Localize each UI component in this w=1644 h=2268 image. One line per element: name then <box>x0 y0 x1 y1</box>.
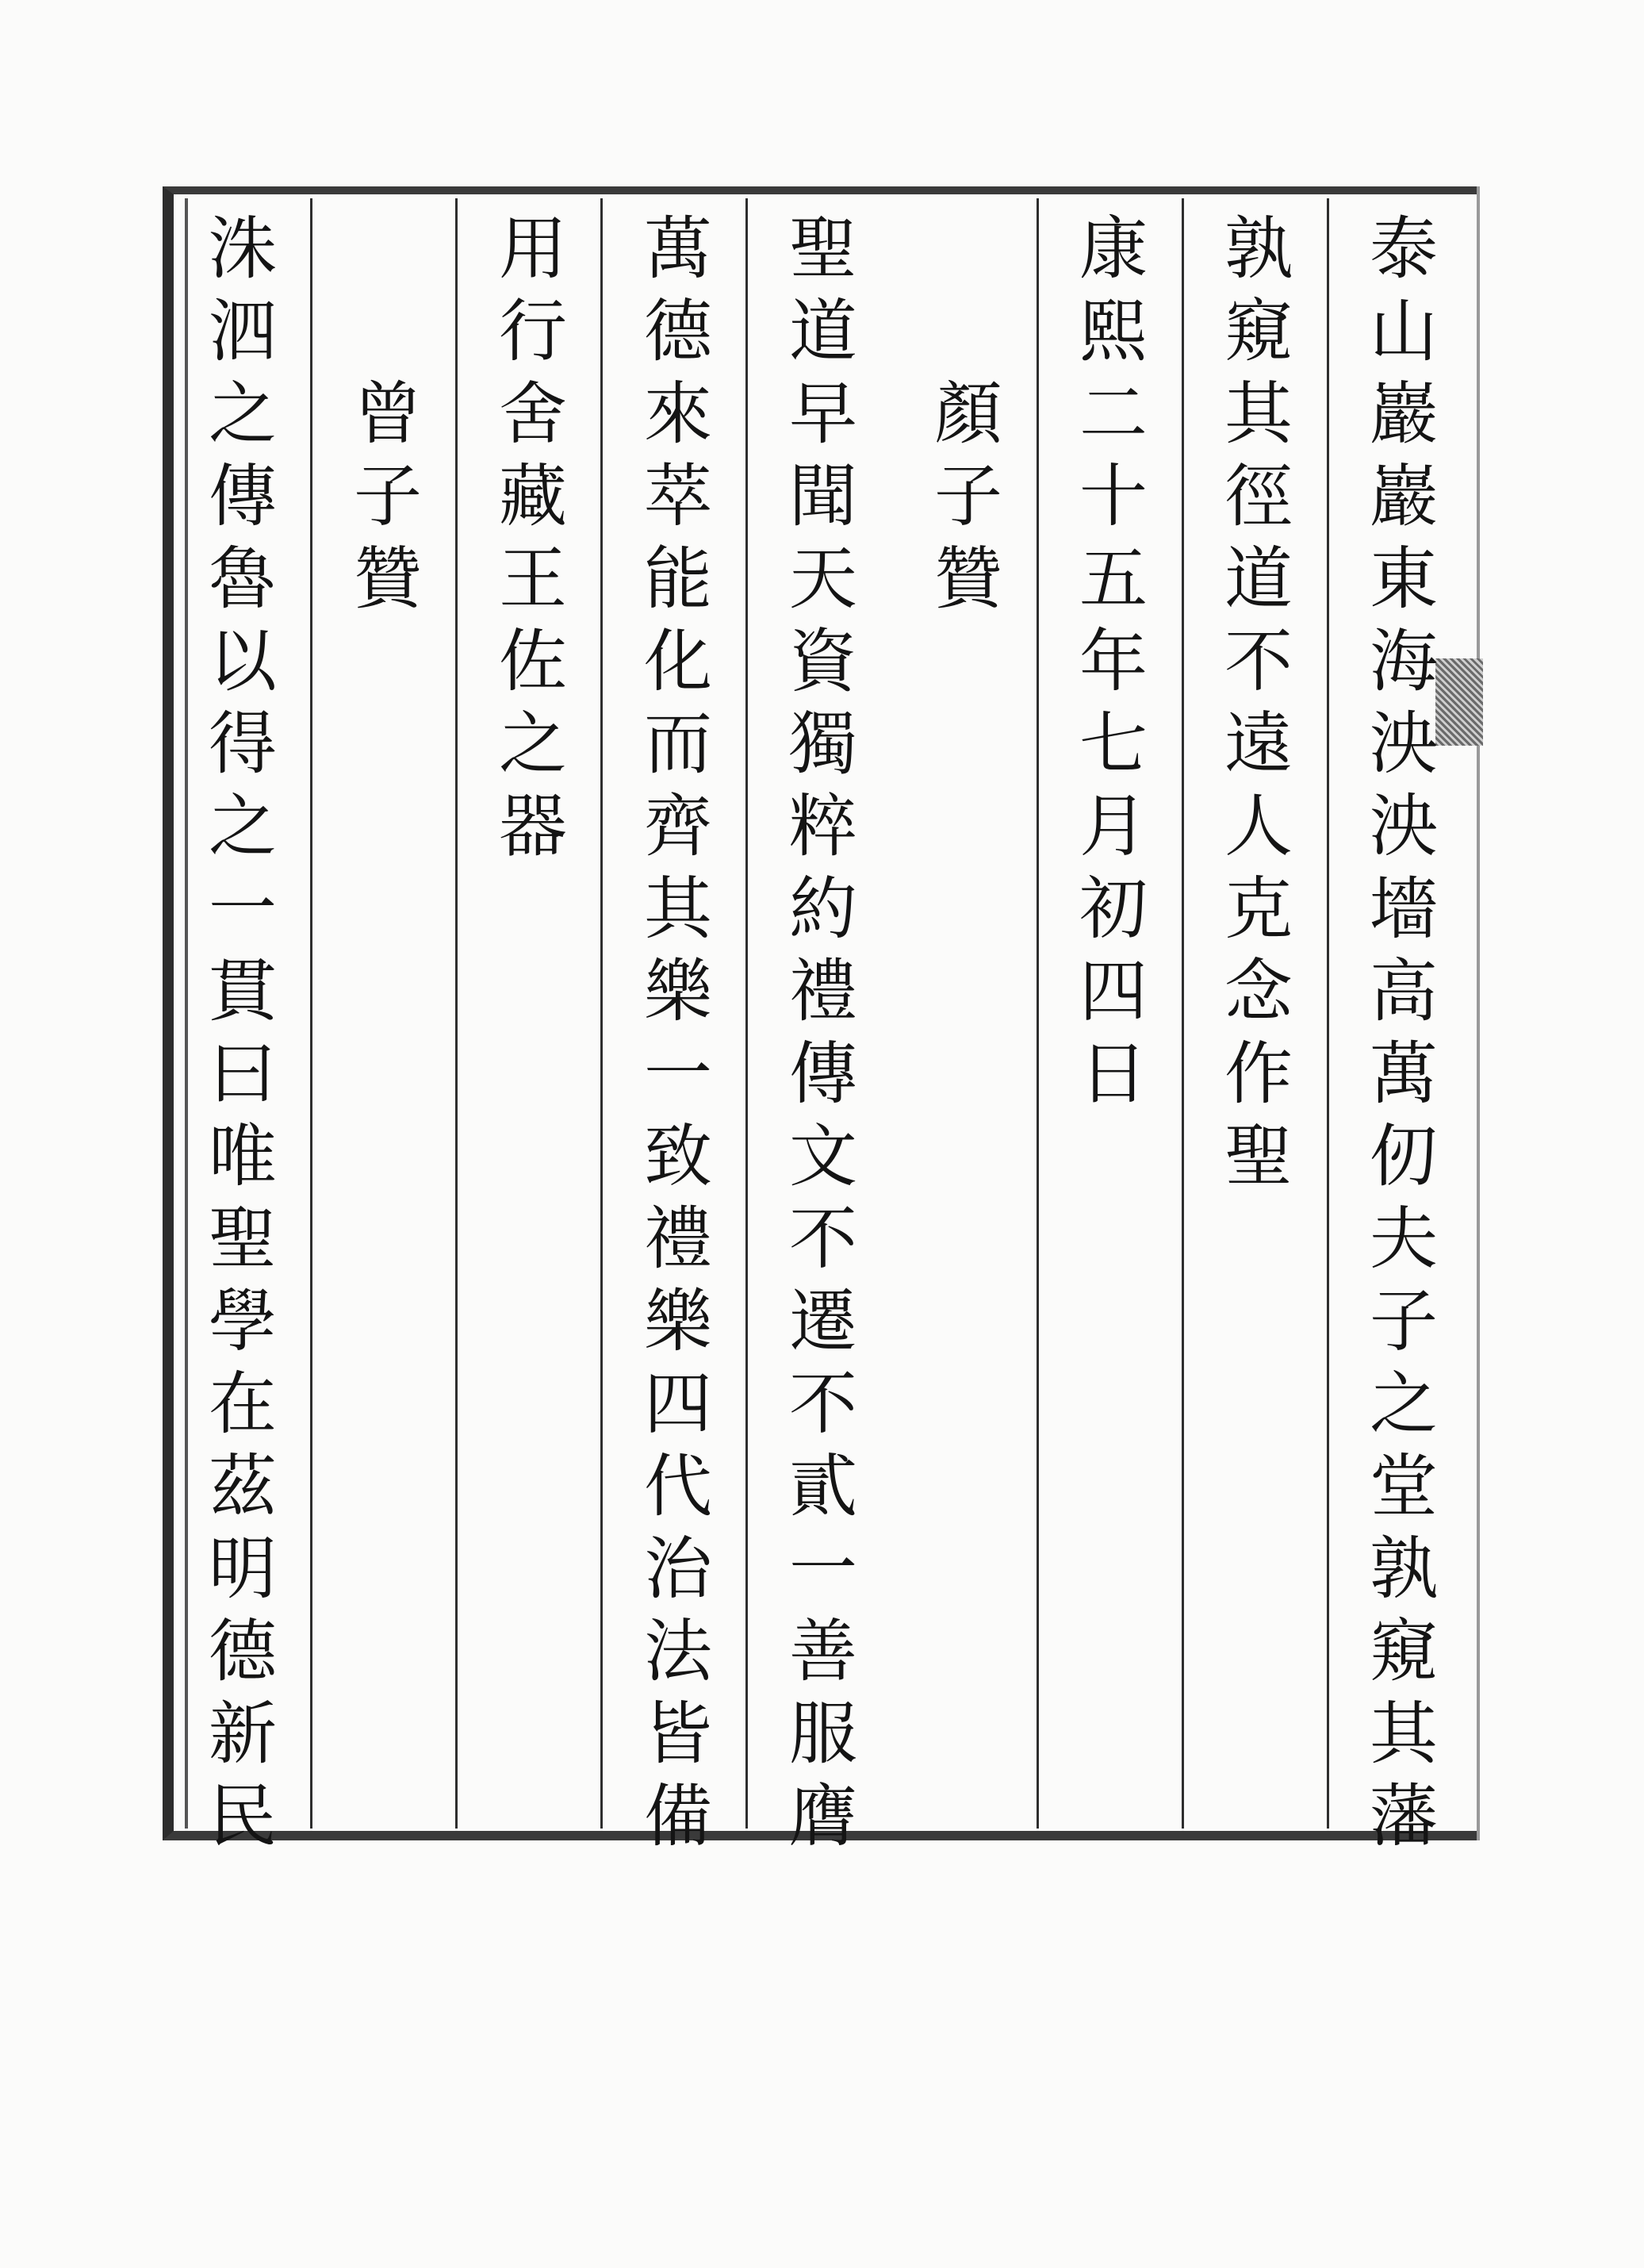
column-character: 器 <box>499 787 567 866</box>
column-character: 初 <box>1079 869 1148 949</box>
column-character: 代 <box>644 1447 712 1526</box>
column-character: 贊 <box>934 539 1002 619</box>
text-column <box>1195 208 1322 1198</box>
column-character: 仞 <box>1370 1117 1438 1196</box>
column-character: 樂 <box>644 1282 712 1361</box>
text-column <box>760 208 887 1858</box>
column-character: 堂 <box>1370 1447 1438 1526</box>
column-character: 治 <box>644 1529 712 1609</box>
column-character: 遠 <box>1224 704 1293 784</box>
column-divider <box>455 198 458 1829</box>
column-character: 行 <box>499 292 567 371</box>
column-character: 贊 <box>354 539 422 619</box>
column-character: 傳 <box>209 457 277 536</box>
column-character: 四 <box>644 1364 712 1444</box>
column-character: 新 <box>209 1694 277 1774</box>
column-character: 而 <box>644 704 712 784</box>
column-character: 洙 <box>209 209 277 289</box>
column-character: 康 <box>1079 209 1148 289</box>
indent-space <box>957 290 979 373</box>
column-character: 舍 <box>499 374 567 454</box>
column-character: 約 <box>789 869 857 949</box>
column-character: 致 <box>644 1117 712 1196</box>
column-character: 聖 <box>1224 1117 1293 1196</box>
column-character: 文 <box>789 1117 857 1196</box>
column-character: 德 <box>209 1612 277 1691</box>
column-character: 唯 <box>209 1117 277 1196</box>
column-character: 化 <box>644 622 712 701</box>
column-character: 早 <box>789 374 857 454</box>
column-character: 泱 <box>1370 704 1438 784</box>
column-character: 泱 <box>1370 787 1438 866</box>
column-character: 道 <box>789 292 857 371</box>
column-character: 巖 <box>1370 374 1438 454</box>
column-character: 以 <box>209 622 277 701</box>
column-character: 茲 <box>209 1447 277 1526</box>
column-character: 獨 <box>789 704 857 784</box>
column-character: 子 <box>934 457 1002 536</box>
column-character: 東 <box>1370 539 1438 619</box>
column-character: 粹 <box>789 787 857 866</box>
column-character: 藏 <box>499 457 567 536</box>
column-divider <box>745 198 748 1829</box>
column-character: 傳 <box>789 1034 857 1114</box>
column-character: 窺 <box>1224 292 1293 371</box>
column-character: 子 <box>1370 1282 1438 1361</box>
text-column <box>1050 208 1177 1115</box>
column-character: 墻 <box>1370 869 1438 949</box>
text-column <box>615 208 742 1858</box>
column-character: 能 <box>644 539 712 619</box>
column-character: 不 <box>1224 622 1293 701</box>
column-character: 明 <box>209 1529 277 1609</box>
column-character: 得 <box>209 704 277 784</box>
column-character: 泰 <box>1370 209 1438 289</box>
text-column <box>1340 208 1467 1858</box>
column-character: 法 <box>644 1612 712 1691</box>
column-character: 四 <box>1079 952 1148 1031</box>
column-character: 道 <box>1224 539 1293 619</box>
column-character: 之 <box>209 787 277 866</box>
column-character: 高 <box>1370 952 1438 1031</box>
column-character: 民 <box>209 1777 277 1856</box>
column-character: 日 <box>1079 1034 1148 1114</box>
column-character: 聖 <box>789 209 857 289</box>
column-character: 王 <box>499 539 567 619</box>
column-character: 備 <box>644 1777 712 1856</box>
column-character: 萬 <box>644 209 712 289</box>
column-character: 山 <box>1370 292 1438 371</box>
column-character: 二 <box>1079 374 1148 454</box>
column-divider <box>310 198 312 1829</box>
column-character: 克 <box>1224 869 1293 949</box>
fold-edge <box>1477 186 1480 1840</box>
text-column <box>324 208 451 620</box>
column-character: 之 <box>209 374 277 454</box>
column-character: 來 <box>644 374 712 454</box>
column-character: 孰 <box>1370 1529 1438 1609</box>
column-character: 顏 <box>934 374 1002 454</box>
indent-space <box>377 290 398 373</box>
column-character: 佐 <box>499 622 567 701</box>
column-character: 十 <box>1079 457 1148 536</box>
column-character: 徑 <box>1224 457 1293 536</box>
column-character: 膺 <box>789 1777 857 1856</box>
column-character: 用 <box>499 209 567 289</box>
column-character: 萬 <box>1370 1034 1438 1114</box>
column-character: 萃 <box>644 457 712 536</box>
column-character: 人 <box>1224 787 1293 866</box>
column-character: 天 <box>789 539 857 619</box>
indent-space <box>377 208 398 290</box>
column-character: 禮 <box>789 952 857 1031</box>
column-character: 五 <box>1079 539 1148 619</box>
column-character: 齊 <box>644 787 712 866</box>
column-character: 巖 <box>1370 457 1438 536</box>
column-character: 年 <box>1079 622 1148 701</box>
column-character: 海 <box>1370 622 1438 701</box>
column-character: 作 <box>1224 1034 1293 1114</box>
column-character: 不 <box>789 1364 857 1444</box>
column-character: 其 <box>644 869 712 949</box>
column-character: 魯 <box>209 539 277 619</box>
column-divider <box>1182 198 1184 1829</box>
indent-space <box>957 208 979 290</box>
column-character: 貳 <box>789 1447 857 1526</box>
column-character: 資 <box>789 622 857 701</box>
text-column <box>469 208 596 868</box>
column-character: 七 <box>1079 704 1148 784</box>
column-character: 不 <box>789 1199 857 1279</box>
column-character: 曰 <box>209 1034 277 1114</box>
column-character: 貫 <box>209 952 277 1031</box>
column-character: 藩 <box>1370 1777 1438 1856</box>
column-character: 聖 <box>209 1199 277 1279</box>
column-character: 曾 <box>354 374 422 454</box>
column-character: 之 <box>1370 1364 1438 1444</box>
column-character: 之 <box>499 704 567 784</box>
column-character: 窺 <box>1370 1612 1438 1691</box>
column-character: 一 <box>789 1529 857 1609</box>
column-character: 熙 <box>1079 292 1148 371</box>
column-divider <box>1327 198 1329 1829</box>
column-divider <box>1037 198 1039 1829</box>
column-character: 學 <box>209 1282 277 1361</box>
column-divider <box>600 198 603 1829</box>
column-character: 善 <box>789 1612 857 1691</box>
column-character: 夫 <box>1370 1199 1438 1279</box>
column-character: 念 <box>1224 952 1293 1031</box>
column-character: 泗 <box>209 292 277 371</box>
column-character: 其 <box>1224 374 1293 454</box>
column-character: 在 <box>209 1364 277 1444</box>
column-character: 子 <box>354 457 422 536</box>
column-character: 一 <box>644 1034 712 1114</box>
text-column <box>179 208 306 1858</box>
column-character: 遷 <box>789 1282 857 1361</box>
column-character: 皆 <box>644 1694 712 1774</box>
column-character: 聞 <box>789 457 857 536</box>
column-character: 月 <box>1079 787 1148 866</box>
column-character: 禮 <box>644 1199 712 1279</box>
column-character: 樂 <box>644 952 712 1031</box>
column-character: 服 <box>789 1694 857 1774</box>
column-character: 孰 <box>1224 209 1293 289</box>
column-character: 一 <box>209 869 277 949</box>
column-character: 其 <box>1370 1694 1438 1774</box>
column-character: 德 <box>644 292 712 371</box>
text-column <box>905 208 1032 620</box>
